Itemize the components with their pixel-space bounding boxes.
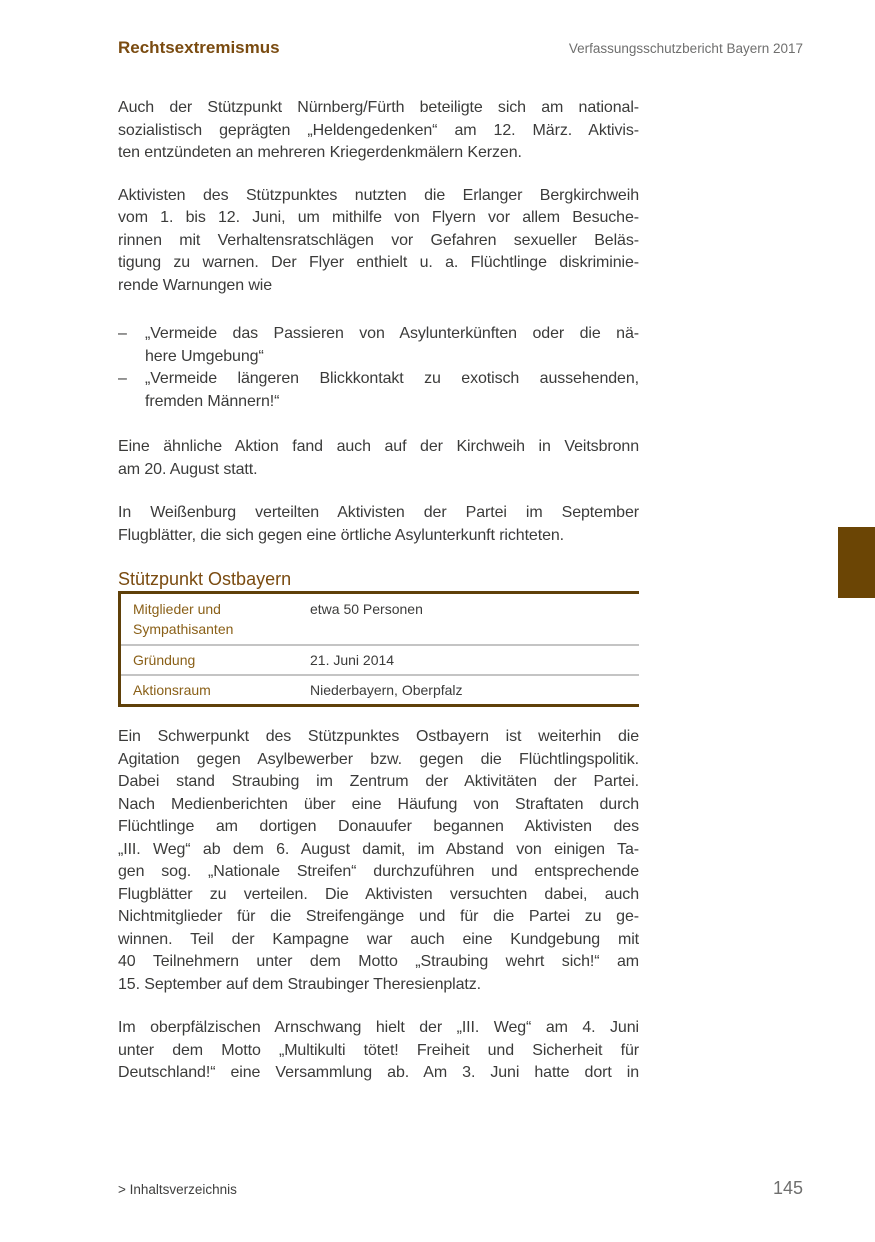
- page-footer: [118, 1178, 803, 1199]
- text-line: „Vermeide das Passieren von Asylunterkünften oder die nä-: [145, 325, 639, 342]
- text-line: Flugblätter, die sich gegen eine örtliche Asylunterkunft richteten.: [118, 526, 565, 544]
- paragraph-weissenburg: [118, 502, 639, 547]
- table-row-value: Niederbayern, Oberpfalz: [310, 682, 463, 698]
- table-row-label: Gründung: [133, 652, 196, 668]
- running-header-section: Rechtsextremismus: [118, 38, 280, 57]
- text-line: winnen. Teil der Kampagne war auch eine Kundgebung mit: [118, 930, 639, 948]
- page-header: [118, 38, 803, 58]
- text-line: fremden Männern!“: [145, 392, 280, 410]
- table-row-value: 21. Juni 2014: [310, 652, 395, 668]
- text-line: In Weißenburg verteilten Aktivisten der Partei im September: [118, 504, 639, 521]
- text-column: [118, 97, 639, 1085]
- dash-bullet-marker: –: [118, 325, 127, 342]
- list-item-text: [145, 323, 639, 368]
- table-row-value: etwa 50 Personen: [310, 601, 423, 617]
- page-number: 145: [772, 1178, 803, 1198]
- text-line: Ein Schwerpunkt des Stützpunktes Ostbayern ist weiterhin die: [118, 728, 639, 745]
- text-line: „Vermeide längeren Blickkontakt zu exotisch aussehenden,: [145, 370, 639, 387]
- text-line: Deutschland!“ eine Versammlung ab. Am 3. Juni hatte dort in: [118, 1064, 639, 1081]
- paragraph-veitsbronn: [118, 436, 639, 481]
- text-line: sozialistisch geprägten „Heldengedenken“ am 12. März. Aktivis-: [118, 121, 639, 139]
- text-line: Flugblätter zu verteilen. Die Aktivisten versuchten dabei, auch: [118, 885, 639, 903]
- toc-link[interactable]: > Inhaltsverzeichnis: [118, 1182, 237, 1197]
- running-header-report: Verfassungsschutzbericht Bayern 2017: [568, 41, 803, 56]
- table-row-label: Mitglieder und Sympathisanten: [133, 601, 234, 637]
- text-line: Im oberpfälzischen Arnschwang hielt der „III. Weg“ am 4. Juni: [118, 1019, 639, 1036]
- text-line: Auch der Stützpunkt Nürnberg/Fürth beteiligte sich am national-: [118, 99, 639, 116]
- text-line: Flüchtlinge am dortigen Donauufer begannen Aktivisten des: [118, 818, 639, 835]
- chapter-margin-tab: [838, 527, 875, 598]
- text-line: Agitation gegen Asylbewerber bzw. gegen die Flüchtlingspolitik.: [118, 750, 639, 768]
- paragraph-heldengedenken: [118, 97, 639, 165]
- text-line: 15. September auf dem Straubinger Theresienplatz.: [118, 975, 482, 993]
- list-item-text: [145, 368, 639, 413]
- text-line: „III. Weg“ ab dem 6. August damit, im Abstand von einigen Ta-: [118, 840, 639, 858]
- text-line: Dabei stand Straubing im Zentrum der Aktivitäten der Partei.: [118, 773, 639, 790]
- infobox-table: [118, 591, 639, 707]
- text-line: unter dem Motto „Multikulti tötet! Freiheit und Sicherheit für: [118, 1041, 639, 1059]
- table-row: [121, 644, 639, 674]
- section-heading: Stützpunkt Ostbayern: [118, 569, 292, 589]
- text-line: Nichtmitglieder für die Streifengänge und für die Partei zu ge-: [118, 908, 639, 925]
- text-line: ten entzündeten an mehreren Kriegerdenkmälern Kerzen.: [118, 144, 522, 161]
- text-line: vom 1. bis 12. Juni, um mithilfe von Flyern vor allem Besuche-: [118, 209, 639, 226]
- text-line: Nach Medienberichten über eine Häufung von Straftaten durch: [118, 795, 639, 813]
- table-row: [121, 594, 639, 644]
- text-line: tigung zu warnen. Der Flyer enthielt u. a. Flüchtlinge diskriminie-: [118, 254, 639, 271]
- text-line: 40 Teilnehmern unter dem Motto „Straubing wehrt sich!“ am: [118, 953, 639, 970]
- text-line: Eine ähnliche Aktion fand auch auf der Kirchweih in Veitsbronn: [118, 438, 639, 455]
- text-line: rinnen mit Verhaltensratschlägen vor Gefahren sexueller Beläs-: [118, 231, 639, 249]
- bullet-list: [118, 323, 639, 413]
- paragraph-straubing: [118, 726, 639, 996]
- paragraph-arnschwang: [118, 1017, 639, 1085]
- paragraph-bergkirchweih: [118, 185, 639, 298]
- text-line: am 20. August statt.: [118, 460, 258, 478]
- text-line: here Umgebung“: [145, 347, 264, 365]
- list-item: [118, 368, 639, 413]
- text-line: gen sog. „Nationale Streifen“ durchzuführen und entsprechende: [118, 863, 639, 880]
- table-row-label: Aktionsraum: [133, 682, 211, 698]
- dash-bullet-marker: –: [118, 370, 127, 387]
- text-line: Aktivisten des Stützpunktes nutzten die Erlanger Bergkirchweih: [118, 186, 639, 204]
- list-item: [118, 323, 639, 368]
- table-row: [121, 674, 639, 704]
- text-line: rende Warnungen wie: [118, 276, 273, 294]
